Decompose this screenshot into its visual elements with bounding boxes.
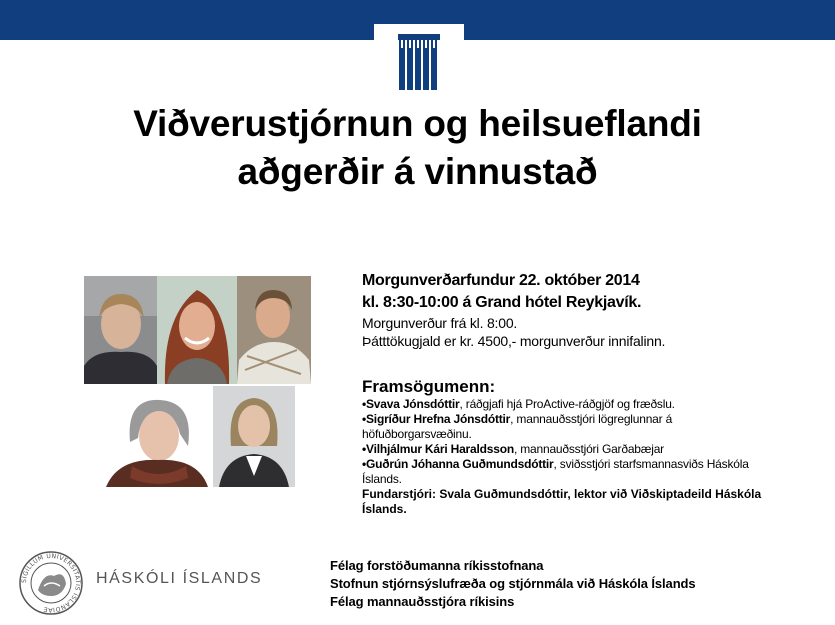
organizer-item: Stofnun stjórnsýslufræða og stjórnmála við Háskóla Íslands (330, 576, 696, 591)
speaker-photo-sigridur (157, 276, 237, 384)
university-seal-logo (18, 550, 84, 616)
speaker-name: •Vilhjálmur Kári Haraldsson (362, 442, 514, 456)
event-date: Morgunverðarfundur 22. október 2014 (362, 272, 640, 289)
event-time-venue: kl. 8:30-10:00 á Grand hótel Reykjavík. (362, 294, 642, 311)
speaker-photo-svala (213, 386, 295, 487)
speakers-heading: Framsögumenn: (362, 377, 496, 396)
speaker-role: , mannauðsstjóri lögreglunnar á höfuðborgarsvæðinu. (362, 412, 673, 441)
breakfast-time: Morgunverður frá kl. 8:00. (362, 315, 518, 331)
speaker-photo-svava (84, 276, 157, 384)
university-name: HÁSKÓLI ÍSLANDS (96, 570, 263, 587)
speaker-role: , sviðsstjóri starfsmannasviðs Háskóla Íslands. (362, 457, 749, 486)
page-title (0, 100, 835, 196)
speaker-name: •Guðrún Jóhanna Guðmundsdóttir (362, 457, 554, 471)
event-details (362, 270, 812, 350)
speaker-role: , ráðgjafi hjá ProActive-ráðgjöf og fræðslu. (459, 397, 675, 411)
speaker-item (362, 457, 782, 487)
speaker-name: •Sigríður Hrefna Jónsdóttir (362, 412, 511, 426)
organizer-item: Félag forstöðumanna ríkisstofnana (330, 558, 544, 573)
university-pillar-logo (374, 24, 464, 92)
participation-fee: Þátttökugjald er kr. 4500,- morgunverður innifalinn. (362, 333, 666, 349)
svg-text:SIGILLUM UNIVERSITATIS ISLANDI: SIGILLUM UNIVERSITATIS ISLANDIAE (20, 552, 82, 614)
speaker-photo-gudrun (96, 386, 212, 487)
speaker-photo-vilhjalmur (237, 276, 311, 384)
organizers-list (330, 557, 800, 611)
speaker-item (362, 397, 782, 412)
title-line-1: Viðverustjórnun og heilsueflandi (133, 103, 702, 144)
organizer-item: Félag mannauðsstjóra ríkisins (330, 594, 515, 609)
meeting-chair: Fundarstjóri: Svala Guðmundsdóttir, lektor við Viðskiptadeild Háskóla Íslands. (362, 487, 762, 516)
speaker-item (362, 412, 782, 442)
speakers-section (362, 377, 782, 517)
speaker-item (362, 442, 782, 457)
speaker-name: •Svava Jónsdóttir (362, 397, 460, 411)
title-line-2: aðgerðir á vinnustað (237, 151, 598, 192)
speaker-role: , mannauðsstjóri Garðabæjar (513, 442, 664, 456)
